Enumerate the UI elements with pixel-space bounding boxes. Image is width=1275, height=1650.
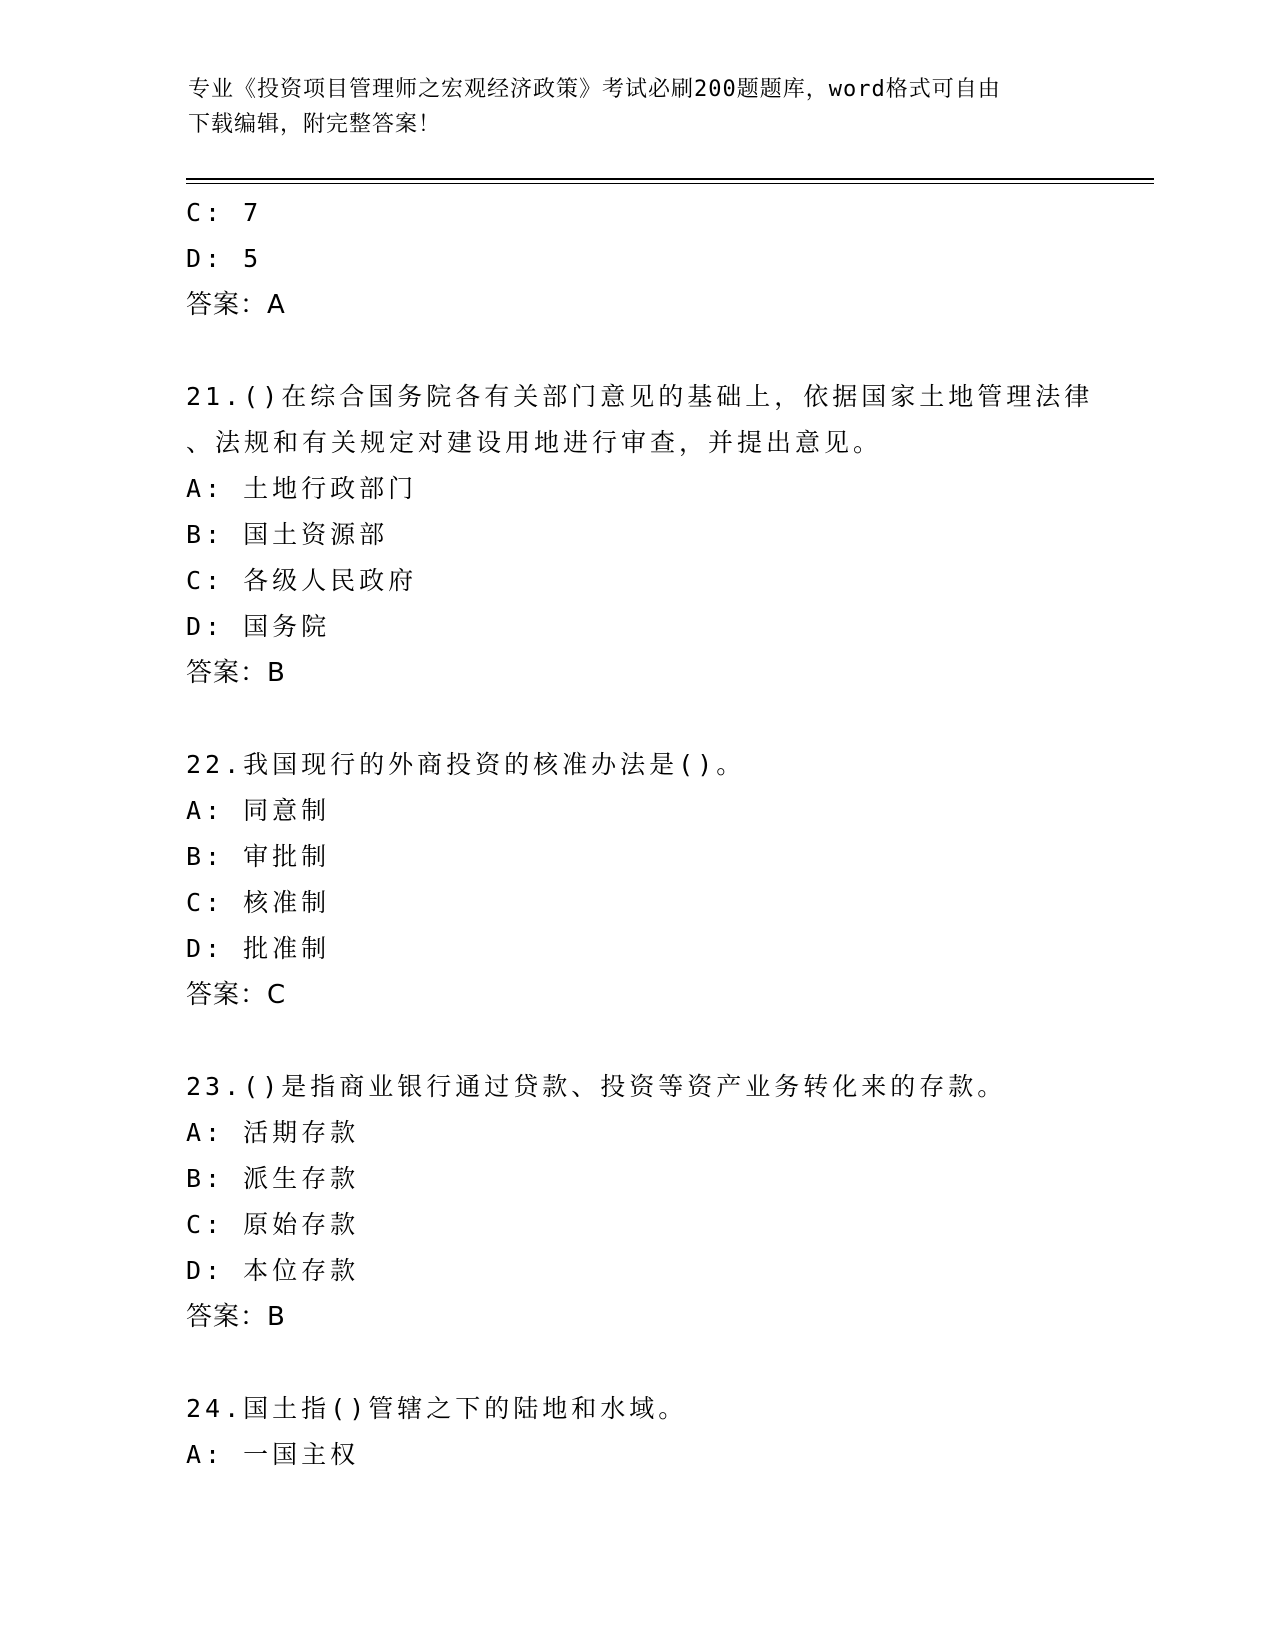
option-a: A: 一国主权 — [186, 1440, 360, 1469]
spacer — [186, 1018, 1086, 1064]
spacer — [186, 328, 1086, 374]
option-a: A: 土地行政部门 — [186, 474, 418, 503]
answer: 答案：B — [186, 1302, 286, 1332]
option-b: B: 派生存款 — [186, 1164, 360, 1193]
question-21 — [186, 374, 1094, 696]
question-text: 23.()是指商业银行通过贷款、投资等资产业务转化来的存款。 — [186, 1072, 1007, 1101]
option-b: B: 国土资源部 — [186, 520, 389, 549]
prev-question — [186, 190, 1086, 328]
header-line-1: 专业《投资项目管理师之宏观经济政策》考试必刷200题题库，word格式可自由 — [188, 77, 1001, 102]
question-content — [186, 190, 1094, 1478]
spacer — [186, 1340, 1086, 1386]
option-d: D: 批准制 — [186, 934, 331, 963]
question-22 — [186, 742, 1086, 1018]
option-c: C: 原始存款 — [186, 1210, 360, 1239]
answer: 答案：A — [186, 290, 286, 320]
option-d: D: 国务院 — [186, 612, 331, 641]
question-text: 24.国土指()管辖之下的陆地和水域。 — [186, 1394, 688, 1423]
question-24 — [186, 1386, 1086, 1478]
answer: 答案：B — [186, 658, 286, 688]
option-c: C: 7 — [186, 198, 263, 227]
document-header — [188, 72, 1088, 142]
option-b: B: 审批制 — [186, 842, 331, 871]
option-c: C: 各级人民政府 — [186, 566, 418, 595]
answer: 答案：C — [186, 980, 287, 1010]
question-text-cont: 、法规和有关规定对建设用地进行审查，并提出意见。 — [186, 428, 883, 457]
option-d: D: 5 — [186, 244, 263, 273]
header-rule-thick — [186, 178, 1154, 180]
option-d: D: 本位存款 — [186, 1256, 360, 1285]
question-text: 21.()在综合国务院各有关部门意见的基础上，依据国家土地管理法律 — [186, 382, 1094, 411]
spacer — [186, 696, 1086, 742]
option-a: A: 活期存款 — [186, 1118, 360, 1147]
option-c: C: 核准制 — [186, 888, 331, 917]
header-rule-thin — [186, 183, 1154, 184]
question-text: 22.我国现行的外商投资的核准办法是()。 — [186, 750, 746, 779]
question-23 — [186, 1064, 1086, 1340]
header-line-2: 下载编辑，附完整答案！ — [188, 112, 442, 137]
option-a: A: 同意制 — [186, 796, 331, 825]
